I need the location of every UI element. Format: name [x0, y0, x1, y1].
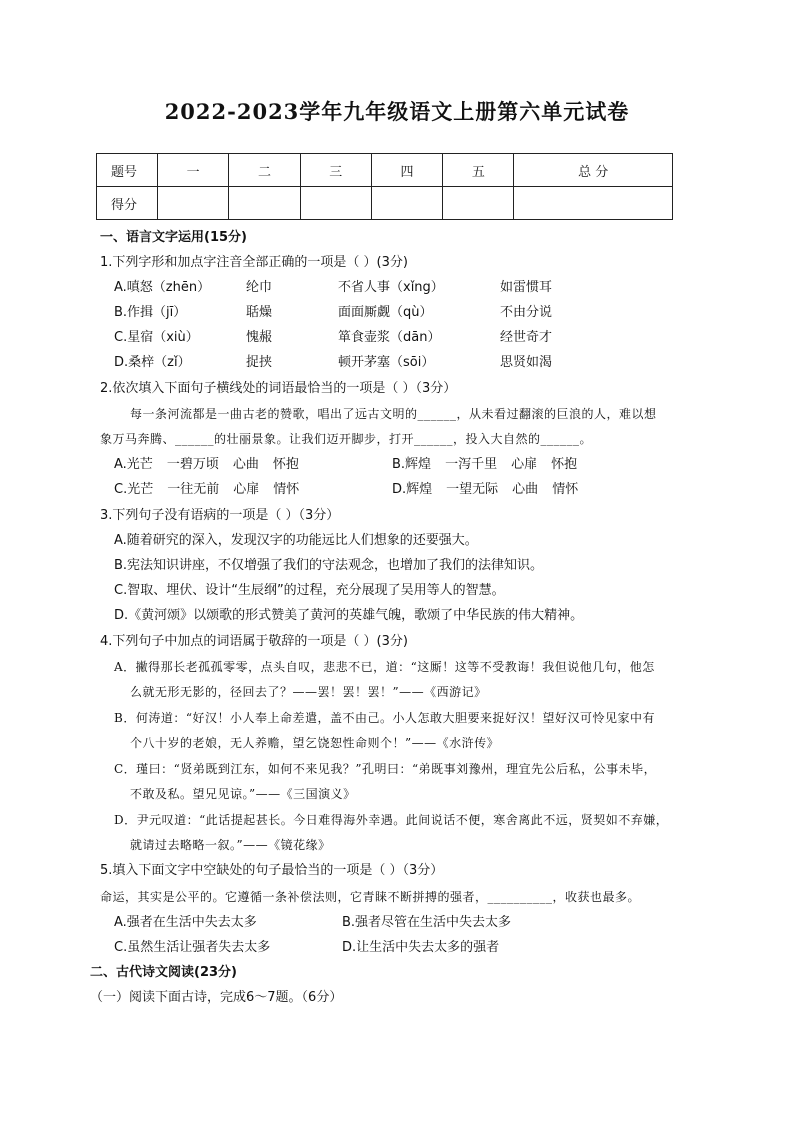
score-header-cell: 二 [229, 154, 300, 187]
score-cell[interactable] [158, 187, 229, 220]
q2-option-item: 一望无际 [446, 482, 499, 497]
q1-option-item: 箪食壶浆（dān） [338, 330, 441, 345]
q3-stem: 3.下列句子没有语病的一项是（ ）（3分） [100, 508, 340, 523]
q1-option-item: A.嗔怒（zhēn） [114, 280, 211, 295]
q3-option-b: B.宪法知识讲座，不仅增强了我们的守法观念，也增加了我们的法律知识。 [114, 558, 544, 573]
q1-option-item: 不省人事（xǐng） [338, 280, 444, 295]
q2-passage-line1: 每一条河流都是一曲古老的赞歌，唱出了远古文明的______，从未看过翻滚的巨浪的人，难以想 [130, 407, 657, 421]
score-cell[interactable] [229, 187, 300, 220]
q1-option-item: 愧赧 [246, 330, 273, 345]
q2-option-a [114, 456, 392, 474]
section2-subheading: （一）阅读下面古诗，完成6～7题。（6分） [90, 990, 343, 1005]
q2-option-item: 怀抱 [272, 457, 299, 472]
q2-option-item: A.光芒 [114, 457, 153, 472]
q4-option-a-line2: 么就无形无影的，径回去了？——罢！罢！罢！”——《西游记》 [130, 685, 487, 699]
q2-option-item: 一往无前 [167, 482, 220, 497]
section2-heading: 二、古代诗文阅读(23分) [90, 965, 237, 980]
score-header-cell: 题号 [97, 154, 158, 187]
score-row-label: 得分 [97, 187, 158, 220]
q5-option-b: B.强者尽管在生活中失去太多 [342, 915, 512, 930]
q4-option-d-line2: 就请过去略略一叙。”——《镜花缘》 [130, 838, 331, 852]
q5-option-a: A.强者在生活中失去太多 [114, 915, 257, 930]
section1-heading: 一、语言文字运用(15分) [100, 230, 247, 245]
q1-option-b [114, 304, 552, 322]
q1-option-d [114, 354, 552, 372]
score-header-cell: 四 [371, 154, 442, 187]
q2-option-item: 心扉 [511, 457, 538, 472]
q2-option-item: C.光芒 [114, 482, 154, 497]
q1-option-item: 面面厮觑（qù） [338, 305, 433, 320]
q4-option-d-line1: D．尹元叹道：“此话提起甚长。今日难得海外幸遇。此间说话不便，寒舍离此不远，贤契如不弃嫌， [114, 813, 669, 827]
q2-option-item: 一泻千里 [445, 457, 498, 472]
q4-option-a-line1: A．撇得那长老孤孤零零，点头自叹，悲悲不已，道：“这厮！这等不受教诲！我但说他几句，他怎 [114, 660, 655, 674]
q4-option-c-line1: C．瑾曰：“贤弟既到江东，如何不来见我？”孔明曰：“弟既事刘豫州，理宜先公后私，公事未毕， [114, 762, 657, 776]
q2-options-row1 [114, 456, 591, 474]
score-table-score-row [97, 187, 673, 220]
q4-option-b-line1: B．何涛道：“好汉！小人奉上命差遣，盖不由己。小人怎敢大胆要来捉好汉！望好汉可怜见家中有 [114, 711, 655, 725]
q2-option-b [392, 457, 591, 472]
q1-option-item: 思贤如渴 [500, 355, 553, 370]
q3-option-c: C.智取、埋伏、设计“生辰纲”的过程，充分展现了吴用等人的智慧。 [114, 583, 505, 598]
q1-option-item: 纶巾 [246, 280, 273, 295]
page-title: 2022-2023学年九年级语文上册第六单元试卷 [164, 99, 630, 124]
q4-option-b-line2: 个八十岁的老娘，无人养赡，望乞饶恕性命则个！”——《水浒传》 [130, 736, 500, 750]
q2-passage-line2: 象万马奔腾、______的壮丽景象。让我们迈开脚步，打开______，投入大自然的______。 [100, 432, 593, 446]
q3-option-a: A.随着研究的深入，发现汉字的功能远比人们想象的还要强大。 [114, 533, 478, 548]
q2-options-row2 [114, 481, 592, 499]
q3-option-d: D.《黄河颂》以颂歌的形式赞美了黄河的英雄气魄，歌颂了中华民族的伟大精神。 [114, 608, 584, 623]
score-cell[interactable] [443, 187, 514, 220]
q5-options-row1 [114, 914, 511, 932]
q1-option-item: 经世奇才 [500, 330, 553, 345]
score-cell[interactable] [300, 187, 371, 220]
q1-option-item: 聒燥 [246, 305, 273, 320]
q1-option-item: 如雷惯耳 [500, 280, 553, 295]
q1-option-a [114, 279, 552, 297]
q5-stem: 5.填入下面文字中空缺处的句子最恰当的一项是（ ）（3分） [100, 863, 444, 878]
q2-option-c [114, 481, 392, 499]
q1-option-item: B.作揖（jī） [114, 305, 187, 320]
q2-option-item: 心扉 [233, 482, 260, 497]
q2-option-item: 怀抱 [551, 457, 578, 472]
q1-option-item: C.星宿（xiù） [114, 330, 199, 345]
q2-stem: 2.依次填入下面句子横线处的词语最恰当的一项是（ ）（3分） [100, 381, 457, 396]
q5-options-row2 [114, 939, 499, 957]
q1-option-item: D.桑梓（zǐ） [114, 355, 191, 370]
score-header-cell: 三 [300, 154, 371, 187]
score-table-header-row [97, 154, 673, 187]
q5-option-c: C.虽然生活让强者失去太多 [114, 940, 271, 955]
q1-stem: 1.下列字形和加点字注音全部正确的一项是（ ）(3分) [100, 255, 408, 270]
q1-option-item: 不由分说 [500, 305, 553, 320]
q2-option-item: 心曲 [512, 482, 539, 497]
q2-option-item: 一碧万顷 [166, 457, 219, 472]
q4-option-c-line2: 不敢及私。望兄见谅。”——《三国演义》 [130, 787, 356, 801]
score-cell[interactable] [371, 187, 442, 220]
q1-option-item: 顿开茅塞（sōi） [338, 355, 435, 370]
q2-option-item: 情怀 [552, 482, 579, 497]
q2-option-d [392, 482, 592, 497]
score-header-cell: 一 [158, 154, 229, 187]
score-header-cell: 总 分 [514, 154, 673, 187]
score-cell[interactable] [514, 187, 673, 220]
q1-option-item: 捉挟 [246, 355, 273, 370]
q2-option-item: B.辉煌 [392, 457, 432, 472]
q2-option-item: D.辉煌 [392, 482, 433, 497]
q4-stem: 4.下列句子中加点的词语属于敬辞的一项是（ ）(3分) [100, 634, 408, 649]
q5-option-d: D.让生活中失去太多的强者 [342, 940, 500, 955]
q2-option-item: 心曲 [232, 457, 259, 472]
score-header-cell: 五 [443, 154, 514, 187]
score-table [96, 153, 673, 220]
q1-option-c [114, 329, 552, 347]
q5-passage: 命运，其实是公平的。它遵循一条补偿法则，它青睐不断拼搏的强者，__________，收获也最多。 [100, 890, 641, 904]
q2-option-item: 情怀 [273, 482, 300, 497]
